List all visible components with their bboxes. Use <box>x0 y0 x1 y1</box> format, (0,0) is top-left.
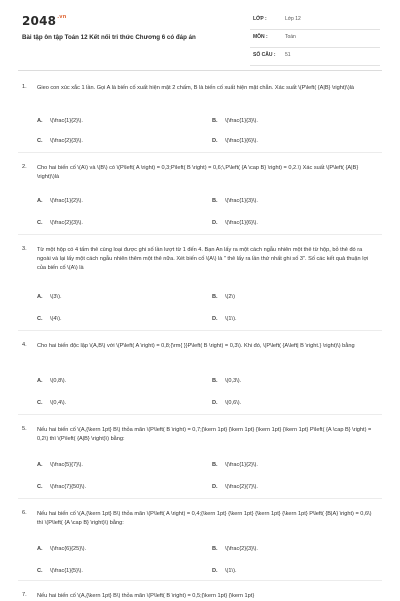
option-a[interactable]: A. \(3\). <box>37 294 62 300</box>
option-c[interactable]: C. \(\frac{7}{50}\). <box>37 484 87 490</box>
question-number: 2. <box>22 164 27 170</box>
document-title: Bài tập ôn tập Toán 12 Kết nối tri thức Chương 6 có đáp án <box>22 34 196 41</box>
meta-subject-value: Toán <box>285 34 296 40</box>
option-a[interactable]: A. \(\frac{6}{25}\). <box>37 546 87 552</box>
question-text: Gieo con xúc xắc 1 lần. Gọi A là biến cố xuất hiện mặt 2 chấm, B là biến cố xuất hiện mặt chẵn. Xác suất \(P\left( {A|B} \right)\)là <box>37 85 355 91</box>
option-b[interactable]: B. \(\frac{1}{2}\). <box>212 462 258 468</box>
option-c[interactable]: C. \(0,4\). <box>37 400 67 406</box>
question-separator <box>18 152 382 153</box>
option-c[interactable]: C. \(\frac{2}{3}\). <box>37 220 83 226</box>
option-d[interactable]: D. \(\frac{1}{6}\). <box>212 220 258 226</box>
option-d[interactable]: D. \(0,6\). <box>212 400 242 406</box>
option-a[interactable]: A. \(0,8\). <box>37 378 67 384</box>
question-text: Nếu hai biến cố \(A,{\kern 1pt} B\) thỏa mãn \(P\left( B \right) = 0,7;{\kern 1pt} {\kern 1pt} {\kern 1pt} {\kern 1pt} P\left( {A \cap B} \right) = 0,2\) thì \(P\left( {A|B} \right)\) bằng: <box>37 427 372 442</box>
option-d[interactable]: D. \(\frac{2}{7}\). <box>212 484 258 490</box>
meta-subject-row <box>250 32 380 48</box>
option-a[interactable]: A. \(\frac{1}{2}\). <box>37 118 83 124</box>
question-number: 6. <box>22 510 27 516</box>
question-separator <box>18 498 382 499</box>
option-b[interactable]: B. \(\frac{1}{3}\). <box>212 118 258 124</box>
question-number: 1. <box>22 84 27 90</box>
question-separator <box>18 330 382 331</box>
question-text: Nếu hai biến cố \(A,{\kern 1pt} B\) thỏa mãn \(P\left( B \right) = 0,5;{\kern 1pt} {\kern 1pt} <box>37 593 255 599</box>
option-b[interactable]: B. \(0,3\). <box>212 378 242 384</box>
option-a[interactable]: A. \(\frac{5}{7}\). <box>37 462 83 468</box>
meta-count-value: 51 <box>285 52 291 58</box>
option-a[interactable]: A. \(\frac{1}{2}\). <box>37 198 83 204</box>
site-logo[interactable]: $2048^{.vn}$ <box>22 14 67 28</box>
option-d[interactable]: D. \(1\). <box>212 568 237 574</box>
site-logo-suffix: .vn <box>57 14 67 20</box>
meta-class-label: LỚP : <box>253 16 267 22</box>
option-b[interactable]: B. \(\frac{2}{3}\). <box>212 546 258 552</box>
question-text: Cho hai biến cố \(A\) và \(B\) có \(P\left( A \right) = 0,3;P\left( B \right) = 0,6;\,P\left( {A \cap B} \right) = 0,2.\) Xác suất \(P\left( {A|B} \right)\)là <box>37 165 359 180</box>
option-b[interactable]: B. \(2\) <box>212 294 235 300</box>
question-text: Nếu hai biến cố \(A,{\kern 1pt} B\) thỏa mãn \(P\left( A \right) = 0,4;{\kern 1pt} {\kern 1pt} {\kern 1pt} {\kern 1pt} P\left( {B|A} \right) = 0,6\) thì \(P\left( {A \cap B} \right)\) bằng: <box>37 511 372 526</box>
question-separator <box>18 414 382 415</box>
option-d[interactable]: D. \(1\). <box>212 316 237 322</box>
meta-class-value: Lớp 12 <box>285 16 301 22</box>
question-number: 4. <box>22 342 27 348</box>
option-d[interactable]: D. \(\frac{1}{6}\). <box>212 138 258 144</box>
option-c[interactable]: C. \(4\). <box>37 316 62 322</box>
page-header <box>0 0 400 70</box>
question-number: 7. <box>22 592 27 598</box>
document-meta <box>250 14 380 68</box>
meta-class-row <box>250 14 380 30</box>
option-b[interactable]: B. \(\frac{1}{3}\). <box>212 198 258 204</box>
question-text: Từ một hộp có 4 tấm thẻ cùng loại được ghi số lần lượt từ 1 đến 4. Bạn An lấy ra một cách ngẫu nhiên một thẻ từ hộp, bỏ thẻ đó ra ngoài và lại lấy một cách ngẫu nhiên thêm một thẻ nữa. Xét biến cố \(A\) là " thẻ lấy ra lần thứ nhất ghi số 3". Số các kết quả thuận lợi của biến cố \(A\) là <box>37 247 369 271</box>
meta-subject-label: MÔN : <box>253 34 268 40</box>
option-c[interactable]: C. \(\frac{2}{3}\). <box>37 138 83 144</box>
meta-count-row <box>250 50 380 66</box>
option-c[interactable]: C. \(\frac{1}{5}\). <box>37 568 83 574</box>
question-separator <box>18 234 382 235</box>
meta-count-label: SỐ CÂU : <box>253 52 276 58</box>
question-text: Cho hai biến độc lập \(A,B\) với \(P\left( A \right) = 0,8;{\rm{ }}P\left( B \right) = 0,3\). Khi đó, \(P\left( {A\left| B \right.} \right)\) bằng <box>37 343 355 349</box>
header-divider <box>18 70 382 71</box>
question-separator <box>18 580 382 581</box>
question-number: 3. <box>22 246 27 252</box>
question-number: 5. <box>22 426 27 432</box>
